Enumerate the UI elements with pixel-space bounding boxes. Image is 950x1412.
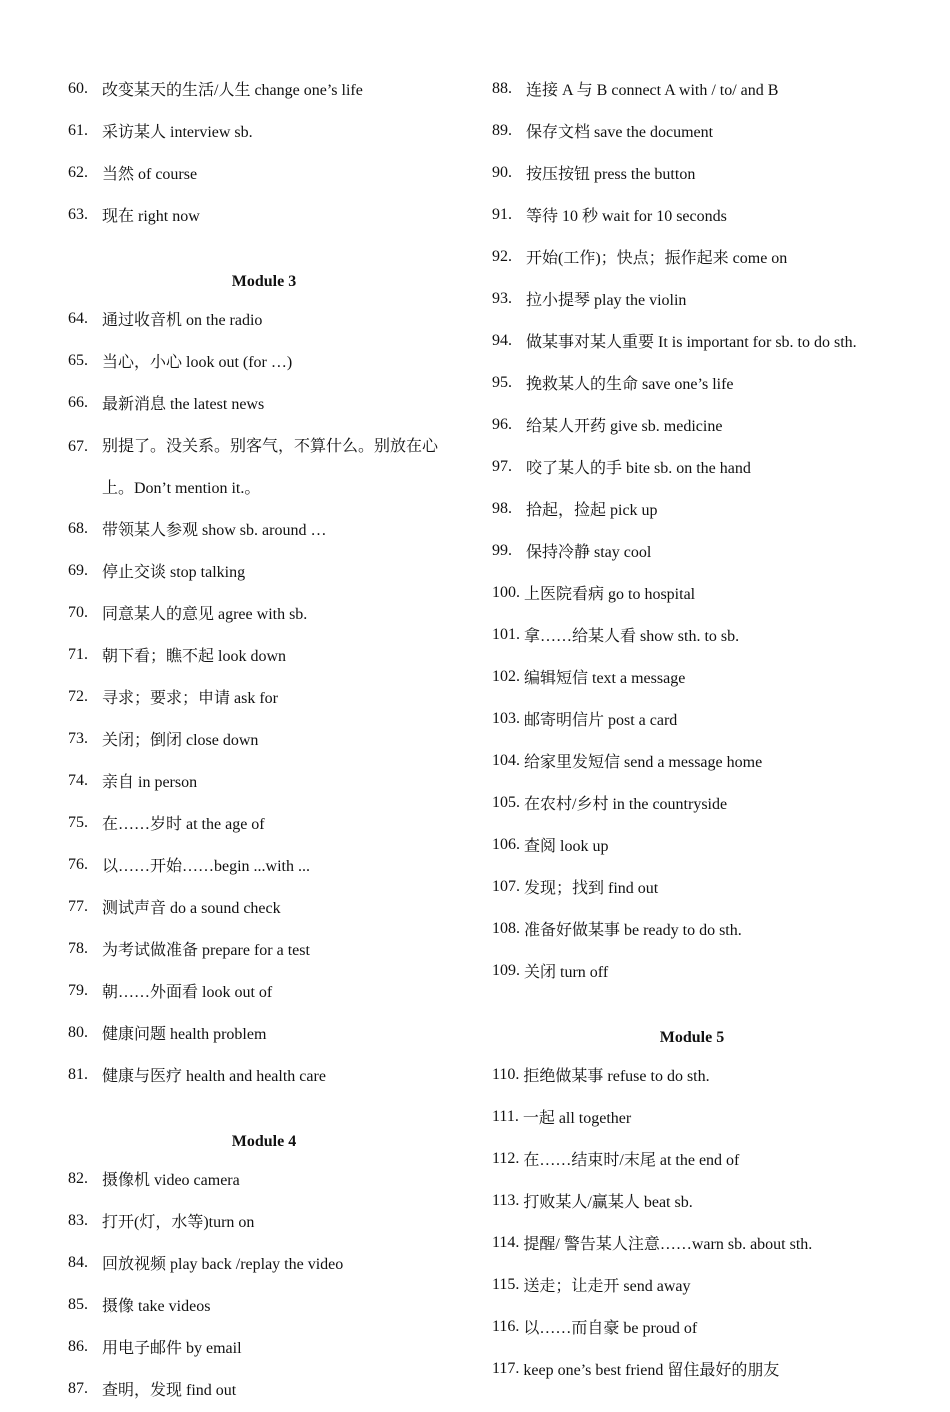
module-heading: Module 5 <box>659 1029 725 1046</box>
item-text: 以……而自豪 be proud of <box>523 1320 698 1337</box>
item-number: 88. <box>492 80 512 97</box>
item-number: 104. <box>492 752 520 769</box>
vocab-item <box>492 574 892 616</box>
item-number: 103. <box>492 710 520 727</box>
item-number: 117. <box>492 1360 520 1377</box>
item-number: 62. <box>68 164 88 181</box>
item-text: 做某事对某人重要 It is important for sb. to do sth. <box>526 334 857 351</box>
item-number: 107. <box>492 878 520 895</box>
item-text: 打开(灯，水等)turn on <box>102 1214 255 1231</box>
vocab-item <box>492 1098 892 1140</box>
item-number: 67. <box>68 438 88 455</box>
item-text: 给家里发短信 send a message home <box>524 754 763 771</box>
vocab-item <box>492 322 892 364</box>
vocab-item <box>492 238 892 280</box>
item-number: 89. <box>492 122 512 139</box>
left-column <box>68 70 460 1412</box>
item-number: 82. <box>68 1170 88 1187</box>
vocab-item <box>68 804 460 846</box>
item-number: 70. <box>68 604 88 621</box>
item-text: 发现；找到 find out <box>524 880 659 897</box>
item-number: 94. <box>492 332 512 349</box>
item-number: 80. <box>68 1024 88 1041</box>
vocab-item <box>68 552 460 594</box>
item-text: 停止交谈 stop talking <box>102 564 246 581</box>
vocab-item <box>68 888 460 930</box>
vocab-item <box>68 426 460 510</box>
vocab-item <box>68 1328 460 1370</box>
item-number: 116. <box>492 1318 520 1335</box>
item-text: 同意某人的意见 agree with sb. <box>102 606 308 623</box>
item-text: 按压按钮 press the button <box>526 166 696 183</box>
item-number: 93. <box>492 290 512 307</box>
item-number: 81. <box>68 1066 88 1083</box>
item-text: 关闭 turn off <box>524 964 609 981</box>
vocab-item <box>492 406 892 448</box>
vocab-item <box>68 930 460 972</box>
item-text: 上医院看病 go to hospital <box>524 586 696 603</box>
vocab-item <box>492 1056 892 1098</box>
vocab-item <box>68 1244 460 1286</box>
module-heading: Module 3 <box>231 273 297 290</box>
vocab-item <box>492 196 892 238</box>
item-text: 用电子邮件 by email <box>102 1340 242 1357</box>
item-number: 111. <box>492 1108 519 1125</box>
item-text: 测试声音 do a sound check <box>102 900 281 917</box>
item-number: 92. <box>492 248 512 265</box>
item-text: 保存文档 save the document <box>526 124 714 141</box>
item-text: 咬了某人的手 bite sb. on the hand <box>526 460 751 477</box>
item-text: 保持冷静 stay cool <box>526 544 652 561</box>
vocab-item <box>68 300 460 342</box>
item-number: 76. <box>68 856 88 873</box>
vocab-item <box>492 490 892 532</box>
item-number: 86. <box>68 1338 88 1355</box>
vocab-item <box>68 594 460 636</box>
item-text: 查阅 look up <box>524 838 609 855</box>
item-number: 65. <box>68 352 88 369</box>
item-text: 挽救某人的生命 save one’s life <box>526 376 734 393</box>
vocab-item <box>68 342 460 384</box>
vocab-item <box>492 280 892 322</box>
vocab-item <box>492 70 892 112</box>
item-number: 105. <box>492 794 520 811</box>
item-text: 寻求；要求；申请 ask for <box>102 690 278 707</box>
item-number: 101. <box>492 626 520 643</box>
vocab-item <box>492 1350 892 1392</box>
item-text: 等待 10 秒 wait for 10 seconds <box>526 208 727 225</box>
item-text: 查明，发现 find out <box>102 1382 237 1399</box>
item-text: 提醒/ 警告某人注意……warn sb. about sth. <box>523 1236 813 1253</box>
item-text: 最新消息 the latest news <box>102 396 265 413</box>
item-text: 摄像机 video camera <box>102 1172 240 1189</box>
item-number: 71. <box>68 646 88 663</box>
vocab-item <box>68 846 460 888</box>
vocab-item <box>68 678 460 720</box>
item-text: 朝下看；瞧不起 look down <box>102 648 287 665</box>
vocab-item <box>492 154 892 196</box>
item-text: 给某人开药 give sb. medicine <box>526 418 723 435</box>
item-number: 75. <box>68 814 88 831</box>
vocab-item <box>68 1370 460 1412</box>
item-number: 112. <box>492 1150 520 1167</box>
item-number: 96. <box>492 416 512 433</box>
item-number: 74. <box>68 772 88 789</box>
vocab-item <box>492 868 892 910</box>
item-number: 98. <box>492 500 512 517</box>
item-number: 83. <box>68 1212 88 1229</box>
item-number: 69. <box>68 562 88 579</box>
vocab-item <box>68 384 460 426</box>
vocab-item <box>492 784 892 826</box>
item-text: 拒绝做某事 refuse to do sth. <box>523 1068 710 1085</box>
item-text: 采访某人 interview sb. <box>102 124 253 141</box>
vocab-item <box>68 1056 460 1098</box>
right-column <box>492 70 892 1392</box>
item-number: 63. <box>68 206 88 223</box>
item-text: 送走；让走开 send away <box>523 1278 691 1295</box>
item-text: 亲自 in person <box>102 774 198 791</box>
vocab-item <box>68 154 460 196</box>
vocab-item <box>68 1202 460 1244</box>
item-text: 一起 all together <box>522 1110 632 1127</box>
item-text: 通过收音机 on the radio <box>102 312 263 329</box>
vocab-item <box>68 1286 460 1328</box>
item-number: 97. <box>492 458 512 475</box>
vocab-item <box>68 720 460 762</box>
item-number: 90. <box>492 164 512 181</box>
item-text: 现在 right now <box>102 208 200 225</box>
vocab-item <box>492 1140 892 1182</box>
item-number: 99. <box>492 542 512 559</box>
item-number: 64. <box>68 310 88 327</box>
item-text: 打败某人/赢某人 beat sb. <box>523 1194 693 1211</box>
vocab-item <box>68 636 460 678</box>
item-text: 别提了。没关系。别客气，不算什么。别放在心上。Don’t mention it.。 <box>102 438 439 497</box>
vocab-item <box>492 616 892 658</box>
item-number: 78. <box>68 940 88 957</box>
item-text: 连接 A 与 B connect A with / to/ and B <box>526 82 779 99</box>
item-text: 回放视频 play back /replay the video <box>102 1256 344 1273</box>
item-text: 健康与医疗 health and health care <box>102 1068 326 1085</box>
item-text: 开始(工作)；快点；振作起来 come on <box>526 250 788 267</box>
vocab-item <box>68 1014 460 1056</box>
item-text: 当心，小心 look out (for …) <box>102 354 293 371</box>
vocab-item <box>492 112 892 154</box>
item-text: 在……岁时 at the age of <box>102 816 265 833</box>
item-number: 108. <box>492 920 520 937</box>
item-number: 79. <box>68 982 88 999</box>
vocab-item <box>68 762 460 804</box>
item-number: 91. <box>492 206 512 223</box>
vocab-item <box>492 826 892 868</box>
vocab-item <box>492 448 892 490</box>
vocab-item <box>492 742 892 784</box>
item-text: 邮寄明信片 post a card <box>524 712 678 729</box>
item-text: 在农村/乡村 in the countryside <box>524 796 728 813</box>
item-text: 拾起，捡起 pick up <box>526 502 658 519</box>
item-text: 改变某天的生活/人生 change one’s life <box>102 82 363 99</box>
item-number: 72. <box>68 688 88 705</box>
item-text: 健康问题 health problem <box>102 1026 267 1043</box>
item-text: keep one’s best friend 留住最好的朋友 <box>523 1362 780 1379</box>
item-text: 准备好做某事 be ready to do sth. <box>524 922 742 939</box>
vocab-item <box>68 972 460 1014</box>
item-number: 113. <box>492 1192 520 1209</box>
item-number: 109. <box>492 962 520 979</box>
item-text: 拉小提琴 play the violin <box>526 292 687 309</box>
item-number: 73. <box>68 730 88 747</box>
item-text: 在……结束时/末尾 at the end of <box>523 1152 740 1169</box>
item-number: 102. <box>492 668 520 685</box>
item-number: 60. <box>68 80 88 97</box>
vocab-item <box>68 1160 460 1202</box>
vocab-item <box>492 532 892 574</box>
item-number: 68. <box>68 520 88 537</box>
item-number: 66. <box>68 394 88 411</box>
vocab-item <box>68 196 460 238</box>
item-text: 关闭；倒闭 close down <box>102 732 259 749</box>
item-text: 为考试做准备 prepare for a test <box>102 942 310 959</box>
item-number: 77. <box>68 898 88 915</box>
vocab-item <box>492 1182 892 1224</box>
item-number: 106. <box>492 836 520 853</box>
item-text: 朝……外面看 look out of <box>102 984 273 1001</box>
item-text: 以……开始……begin ...with ... <box>102 858 310 875</box>
item-number: 61. <box>68 122 88 139</box>
item-text: 当然 of course <box>102 166 198 183</box>
item-number: 100. <box>492 584 520 601</box>
item-number: 95. <box>492 374 512 391</box>
item-number: 87. <box>68 1380 88 1397</box>
item-number: 115. <box>492 1276 520 1293</box>
vocab-item <box>68 112 460 154</box>
item-number: 85. <box>68 1296 88 1313</box>
vocab-item <box>492 910 892 952</box>
module-heading: Module 4 <box>231 1133 297 1150</box>
vocab-item <box>68 70 460 112</box>
vocab-item <box>492 658 892 700</box>
vocab-item <box>492 700 892 742</box>
item-text: 摄像 take videos <box>102 1298 211 1315</box>
vocab-item <box>492 364 892 406</box>
item-text: 编辑短信 text a message <box>524 670 686 687</box>
vocab-item <box>68 510 460 552</box>
item-number: 84. <box>68 1254 88 1271</box>
vocab-item <box>492 1266 892 1308</box>
item-text: 带领某人参观 show sb. around … <box>102 522 327 539</box>
item-number: 114. <box>492 1234 520 1251</box>
vocab-item <box>492 1224 892 1266</box>
item-text: 拿……给某人看 show sth. to sb. <box>524 628 740 645</box>
vocab-item <box>492 952 892 994</box>
item-number: 110. <box>492 1066 520 1083</box>
